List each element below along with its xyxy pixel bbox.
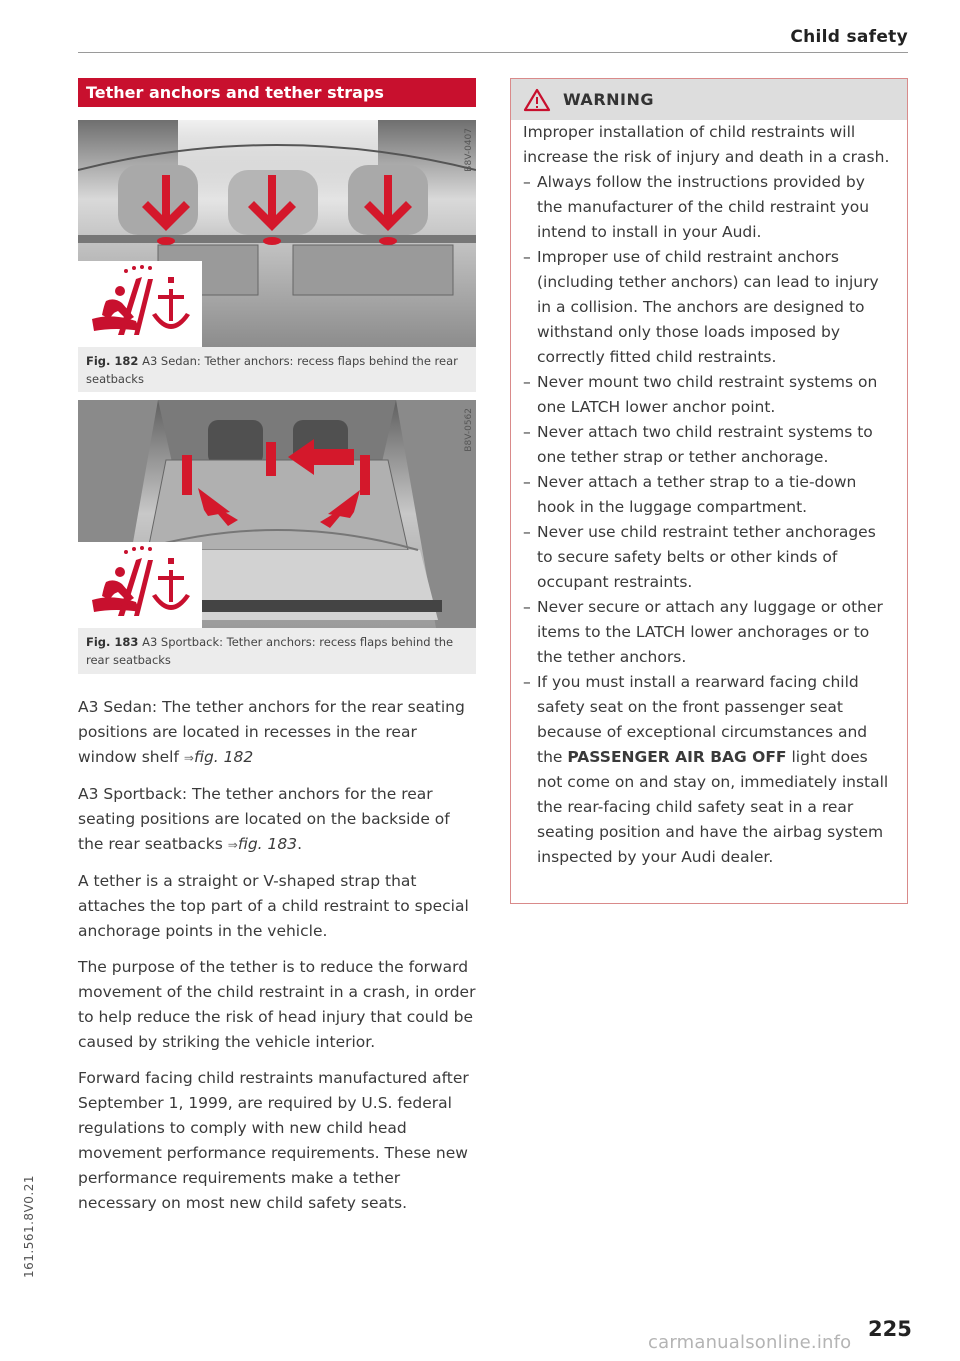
- figure-183: [78, 400, 476, 674]
- airbag-indicator-name: PASSENGER AIR BAG OFF: [567, 748, 787, 766]
- arrow-right-icon: ⇒: [227, 838, 238, 852]
- warning-item: – Never attach two child restraint systems to one tether strap or tether anchorage.: [523, 420, 895, 470]
- warning-item: – Never attach a tether strap to a tie-down hook in the luggage compartment.: [523, 470, 895, 520]
- page-header-title: Child safety: [790, 27, 908, 47]
- paragraph-sportback: A3 Sportback: The tether anchors for the rear seating positions are located on the backside of the rear seatbacks ⇒fig. 183.: [78, 785, 450, 853]
- warning-list: [523, 170, 895, 870]
- warning-item: – Always follow the instructions provided by the manufacturer of the child restraint you intend to install in your Audi.: [523, 170, 895, 245]
- warning-box: [510, 78, 908, 904]
- header-divider: [78, 52, 908, 53]
- paragraph-tether-purpose: The purpose of the tether is to reduce the forward movement of the child restraint in a crash, in order to help reduce the risk of head injury that could be caused by striking the vehicle interior.: [78, 958, 476, 1051]
- warning-triangle-icon: [523, 88, 551, 112]
- figure-caption: [86, 352, 468, 388]
- child-seat-tether-icon: [78, 261, 202, 347]
- figure-label: Fig. 183: [86, 635, 139, 649]
- document-code: 161.561.8V0.21: [22, 1175, 36, 1278]
- warning-item: – Never mount two child restraint systems on one LATCH lower anchor point.: [523, 370, 895, 420]
- section-title: Tether anchors and tether straps: [78, 78, 476, 107]
- warning-header: [511, 79, 907, 120]
- watermark: carmanualsonline.info: [648, 1332, 852, 1353]
- figure-caption-text: A3 Sportback: Tether anchors: recess flaps behind the rear seatbacks: [86, 635, 454, 667]
- arrow-right-icon: ⇒: [183, 751, 194, 765]
- warning-item: – Never secure or attach any luggage or other items to the LATCH lower anchorages or to the tether anchors.: [523, 595, 895, 670]
- warning-item-text: If you must install a rearward facing child safety seat on the front passenger seat because of exceptional circumstances and the: [537, 673, 868, 766]
- figure-label: Fig. 182: [86, 354, 139, 368]
- figure-reference-link[interactable]: fig. 183: [237, 835, 298, 853]
- warning-intro: Improper installation of child restraints will increase the risk of injury and death in a crash.: [523, 123, 890, 166]
- figure-182: [78, 120, 476, 392]
- warning-item: [523, 670, 895, 870]
- figure-caption: [86, 633, 468, 669]
- paragraph-regulations: Forward facing child restraints manufactured after September 1, 1999, are required by U.S. federal regulations to comply with new child head movement performance requirements. These new performance requirements make a tether necessary on most new child safety seats.: [78, 1069, 469, 1212]
- child-seat-tether-icon: [78, 542, 202, 628]
- page-number: 225: [868, 1317, 912, 1341]
- body-text: [78, 695, 478, 1227]
- paragraph-sedan: [78, 695, 478, 771]
- figure-code: B8V-0562: [464, 408, 474, 452]
- warning-item-text: light does not come on and stay on, immediately install the rear-facing child safety seat in a rear seating position and have the airbag system inspected by your Audi dealer.: [537, 748, 889, 866]
- paragraph-text: A3 Sedan: The tether anchors for the rear seating positions are located in recesses in the rear window shelf: [78, 698, 465, 766]
- warning-title: WARNING: [563, 90, 654, 109]
- figure-caption-text: A3 Sedan: Tether anchors: recess flaps behind the rear seatbacks: [86, 354, 458, 386]
- warning-item: – Never use child restraint tether anchorages to secure safety belts or other kinds of occupant restraints.: [523, 520, 895, 595]
- paragraph-text: A3 Sportback: The tether anchors for the rear seating positions are located on the backside of the rear seatbacks: [78, 785, 450, 853]
- paragraph-tether-definition: A tether is a straight or V-shaped strap that attaches the top part of a child restraint to special anchorage points in the vehicle.: [78, 872, 469, 940]
- warning-item: – Improper use of child restraint anchors (including tether anchors) can lead to injury in a collision. The anchors are designed to withstand only those loads imposed by correctly fitted child restraints.: [523, 245, 895, 370]
- figure-reference-link[interactable]: fig. 182: [193, 748, 254, 766]
- warning-body: [511, 120, 907, 870]
- figure-code: B8V-0407: [464, 128, 474, 172]
